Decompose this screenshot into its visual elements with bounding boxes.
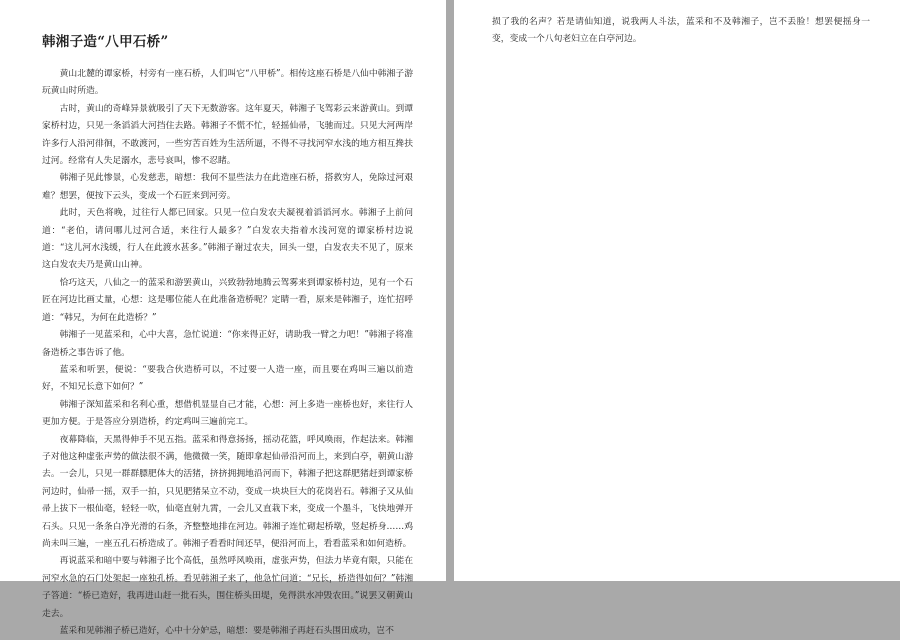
- paragraph: 韩湘子一见蓝采和，心中大喜，急忙说道：“你来得正好，请助我一臂之力吧！”韩湘子将准备造桥之事告诉了他。: [42, 330, 413, 358]
- paragraph: 恰巧这天，八仙之一的蓝采和游罢黄山，兴致勃勃地腾云驾雾来到谭家桥村边，见有一个石匠在河边比画丈量，心想：这是哪位能人在此准备造桥呢？定睛一看，原来是韩湘子，连忙招呼道：“韩兄，为何在此造桥？”: [42, 277, 413, 323]
- paragraph: 再说蓝采和暗中要与韩湘子比个高低，虽然呼风唤雨，虚张声势，但法力毕竟有限，只能在河窄水急的石门处架起一座独孔桥。看见韩湘子来了，他急忙问道：“兄长，桥造得如何？”韩湘子答道：“桥已造好，我再进山赶一批石头，围住桥头田堤，免得洪水冲毁农田。”说罢又朝黄山走去。: [42, 556, 413, 619]
- document-page-left: [0, 0, 446, 636]
- paragraph: 蓝采和见韩湘子桥已造好，心中十分妒忌，暗想：要是韩湘子再赶石头围田成功，岂不: [59, 626, 394, 636]
- paragraph: 损了我的名声？若是请仙知道，说我两人斗法，蓝采和不及韩湘子，岂不丢脸！想罢便摇身一变，变成一个八旬老妇立在白亭河边。: [492, 17, 870, 45]
- article-title: 韩湘子造“八甲石桥”: [42, 34, 169, 50]
- paragraph: 夜幕降临，天黑得伸手不见五指。蓝采和得意扬扬，摇动花篮，呼风唤雨，作起法来。韩湘子对他这种虚张声势的做法很不满，他微微一笑，随即拿起仙帚沿河而上，来到白亭，朝黄山游去。一会儿，只见一群群膘肥体大的活猪，挤挤拥拥地沿河而下，韩湘子把这群肥猪赶到谭家桥河边时，仙帚一摇，双手一拍，只见肥猪呆立不动，变成一块块巨大的花岗岩石。韩湘子又从仙帚上拔下一根仙毫，轻轻一吹，仙毫直射九霄，一会儿又直栽下来，变成一个墨斗，飞快地弹开石头。只见一条条白净光滑的石条，齐整整地排在河边。韩湘子连忙砌起桥墩，竖起桥身……鸡尚未叫三遍，一座五孔石桥造成了。韩湘子看看时间还早，便沿河而上，看看蓝采和如何造桥。: [42, 434, 413, 549]
- paragraph: 黄山北麓的谭家桥，村旁有一座石桥，人们叫它“八甲桥”。相传这座石桥是八仙中韩湘子游玩黄山时所造。: [42, 69, 413, 97]
- paragraph: 此时，天色将晚，过往行人都已回家。只见一位白发农夫凝视着滔滔河水。韩湘子上前问道：“老伯，请问哪儿过河合适，来往行人最多？”白发农夫指着水浅河宽的谭家桥村边说道：“这儿河水浅缓，行人在此渡水甚多。”韩湘子谢过农夫，回头一望，白发农夫不见了，原来这白发农夫乃是黄山山神。: [42, 208, 413, 271]
- paragraph: 韩湘子深知蓝采和名利心重，想借机显显自己才能，心想：河上多造一座桥也好，来往行人更加方便。于是答应分别造桥，约定鸡叫三遍前完工。: [42, 399, 413, 428]
- paragraph: 韩湘子见此惨景，心发慈悲，暗想：我何不显些法力在此造座石桥，搭救穷人，免除过河艰难？想罢，便按下云头，变成一个石匠来到河旁。: [42, 173, 413, 201]
- paragraph: 古时，黄山的奇峰异景就吸引了天下无数游客。这年夏天，韩湘子飞驾彩云来游黄山。到谭家桥村边，只见一条滔滔大河挡住去路。韩湘子不慌不忙，轻摇仙帚，飞驰而过。只见大河两岸许多行人沿河徘徊，不敢渡河，一些穷苦百姓为生活所逼，不得不寻找河窄水浅的地方相互搀扶过河。经常有人失足溺水，悲号哀叫，惨不忍睹。: [42, 103, 413, 167]
- paragraph: 蓝采和听罢，便说：“要我合伙造桥可以，不过要一人造一座，而且要在鸡叫三遍以前造好，不知兄长意下如何？”: [42, 364, 413, 393]
- document-page-right: [454, 0, 900, 581]
